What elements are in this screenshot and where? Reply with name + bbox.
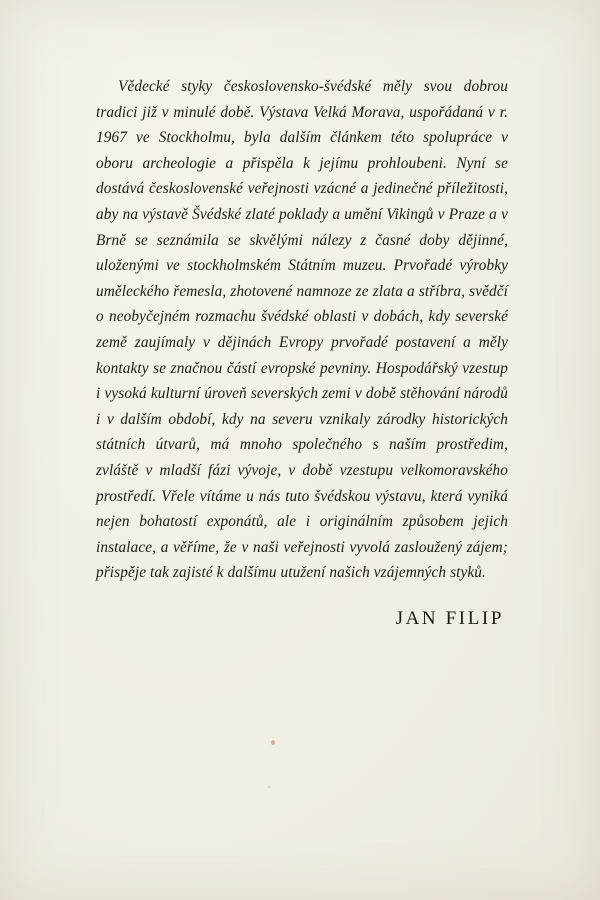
- paper-speck: [271, 740, 275, 745]
- body-paragraph: [96, 74, 508, 586]
- author-signature: JAN FILIP: [395, 607, 504, 629]
- paragraph-text: Vědecké styky československo-švédské měly svou dobrou tradici již v minulé době. Výstava Velká Morava, uspořádaná v r. 1967 ve Stockholmu, byla dalším článkem této spolupráce v oboru archeologie a přispěla k jejímu prohloubeni. Nyní se dostává československé veřejnosti vzácné a jedinečné příležitosti, aby na výstavě Švédské zlaté poklady a umění Vikingů v Praze a v Brně se seznámila se skvělými nálezy z časné doby dějinné, uloženými ve stockholmském Státním muzeu. Prvořadé výrobky uměleckého řemesla, zhotovené namnoze ze zlata a stříbra, svědčí o neobyčejném rozmachu švédské oblasti v dobách, kdy severské země zaujímaly v dějinách Evropy prvořadé postavení a měly kontakty se značnou částí evropské pevniny. Hospodářský vzestup i vysoká kulturní úroveň severských zemi v době stěhování národů i v dalším období, kdy na severu vznikaly zárodky historických státních útvarů, má mnoho společného s naším prostředim, zvláště v mladší fázi vývoje, v době vzestupu velkomoravského prostředí. Vřele vítáme u nás tuto švédskou výstavu, která vyniká nejen bohatostí exponátů, ale i originálním způsobem jejich instalace, a věříme, že v naši veřejnosti vyvolá zasloužený zájem; přispěje tak zajisté k dalšímu utužení našich vzájemných styků.: [96, 78, 508, 582]
- paper-speck: [268, 786, 270, 788]
- text-block: [96, 74, 508, 630]
